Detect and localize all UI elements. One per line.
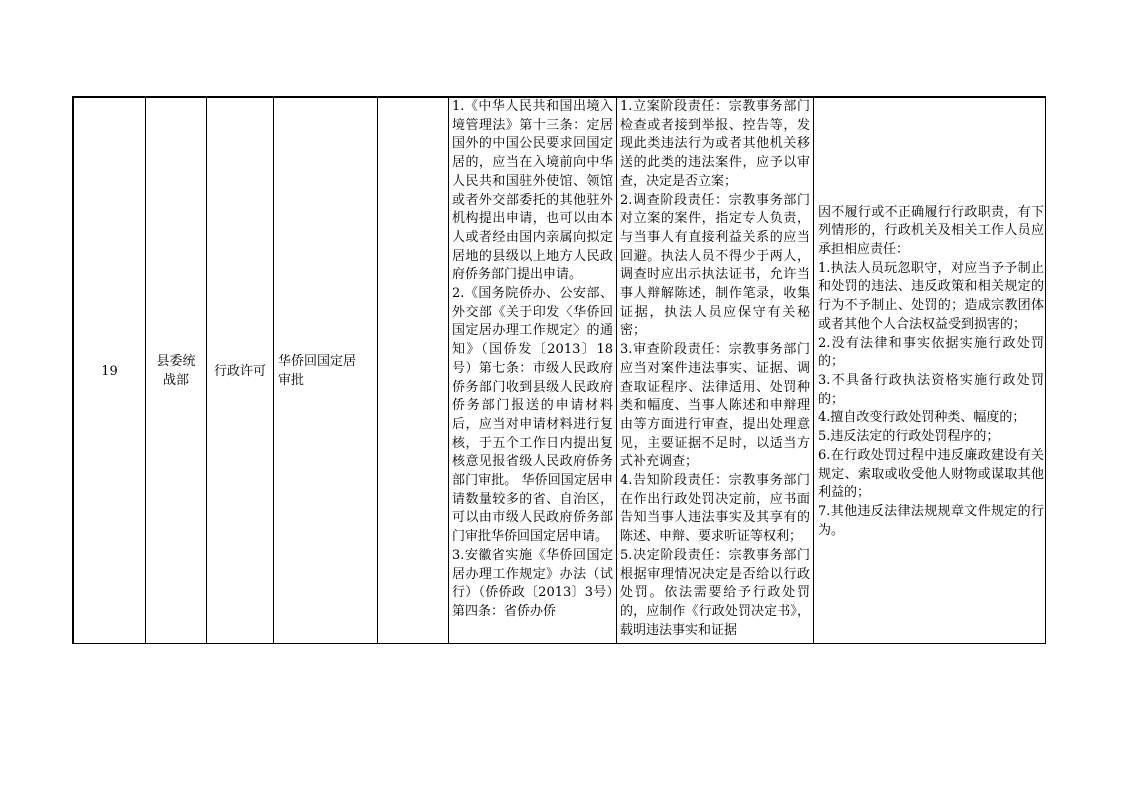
row-number-cell	[74, 98, 146, 645]
department-cell	[146, 98, 207, 645]
responsibility-table	[72, 96, 1046, 644]
empty-cell	[378, 98, 449, 645]
responsibility-text: 1.立案阶段责任：宗教事务部门检查或者接到举报、控告等，发现此类违法行为或者其他机关移送的此类的违法案件，应予以审查，决定是否立案； 2.调查阶段责任：宗教事务部门对立案的案件，指定专人负责，与当事人有直接利益关系的应当回避。执法人员不得少于两人，调查时应出示执法证书，允许当事人辩解陈述，制作笔录，收集证据，执法人员应保守有关秘密； 3.审查阶段责任：宗教事务部门应当对案件违法事实、证据、调查取证程序、法律适用、处罚种类和幅度、当事人陈述和申辩理由等方面进行审查，提出处理意见，主要证据不足时，以适当方式补充调查； 4.告知阶段责任：宗教事务部门在作出行政处罚决定前，应书面告知当事人违法事实及其享有的陈述、申辩、要求听证等权利； 5.决定阶段责任：宗教事务部门根据审理情况决定是否给以行政处罚。依法需要给予行政处罚的，应制作《行政处罚决定书》，载明违法事实和证据	[620, 99, 810, 638]
accountability-text: 因不履行或不正确履行行政职责，有下列情形的，行政机关及相关工作人员应承担相应责任： 1.执法人员玩忽职守，对应当予予制止和处罚的违法、违反政策和相关规定的行为不予制止、处罚的；造成宗教团体或者其他个人合法权益受到损害的； 2.没有法律和事实依据实施行政处罚的； 3.不具备行政执法资格实施行政处罚的； 4.擅自改变行政处罚种类、幅度的； 5.违反法定的行政处罚程序的； 6.在行政处罚过程中违反廉政建设有关规定、索取或收受他人财物或谋取其他利益的； 7.其他违反法律法规规章文件规定的行为。	[818, 204, 1044, 538]
legal-basis-text: 1.《中华人民共和国出境入境管理法》第十三条：定居国外的中国公民要求回国定居的，应当在入境前向中华人民共和国驻外使馆、领馆或者外交部委托的其他驻外机构提出申请，也可以由本人或者经由国内亲属向拟定居地的县级以上地方人民政府侨务部门提出申请。 2.《国务院侨办、公安部、外交部《关于印发〈华侨回国定居办理工作规定〉的通知》（国侨发〔2013〕18号）第七条：市级人民政府侨务部门收到县级人民政府侨务部门报送的申请材料后，应当对申请材料进行复核，于五个工作日内提出复核意见报省级人民政府侨务部门审批。 华侨回国定居申请数量较多的省、自治区，可以由市级人民政府侨务部门审批华侨回国定居申请。 3.安徽省实施《华侨回国定居办理工作规定》办法（试行）（侨侨政〔2013〕3号）第四条：省侨办侨	[452, 99, 613, 619]
item-name: 华侨回国定居 审批	[278, 354, 357, 388]
category: 行政许可	[213, 363, 266, 379]
department: 县委统 战部	[156, 354, 196, 388]
legal-basis-cell	[449, 98, 617, 645]
table-row	[74, 98, 1047, 645]
item-name-cell	[274, 98, 378, 645]
row-number: 19	[101, 363, 118, 379]
accountability-cell	[814, 98, 1047, 645]
category-cell	[207, 98, 274, 645]
responsibility-cell	[617, 98, 814, 645]
